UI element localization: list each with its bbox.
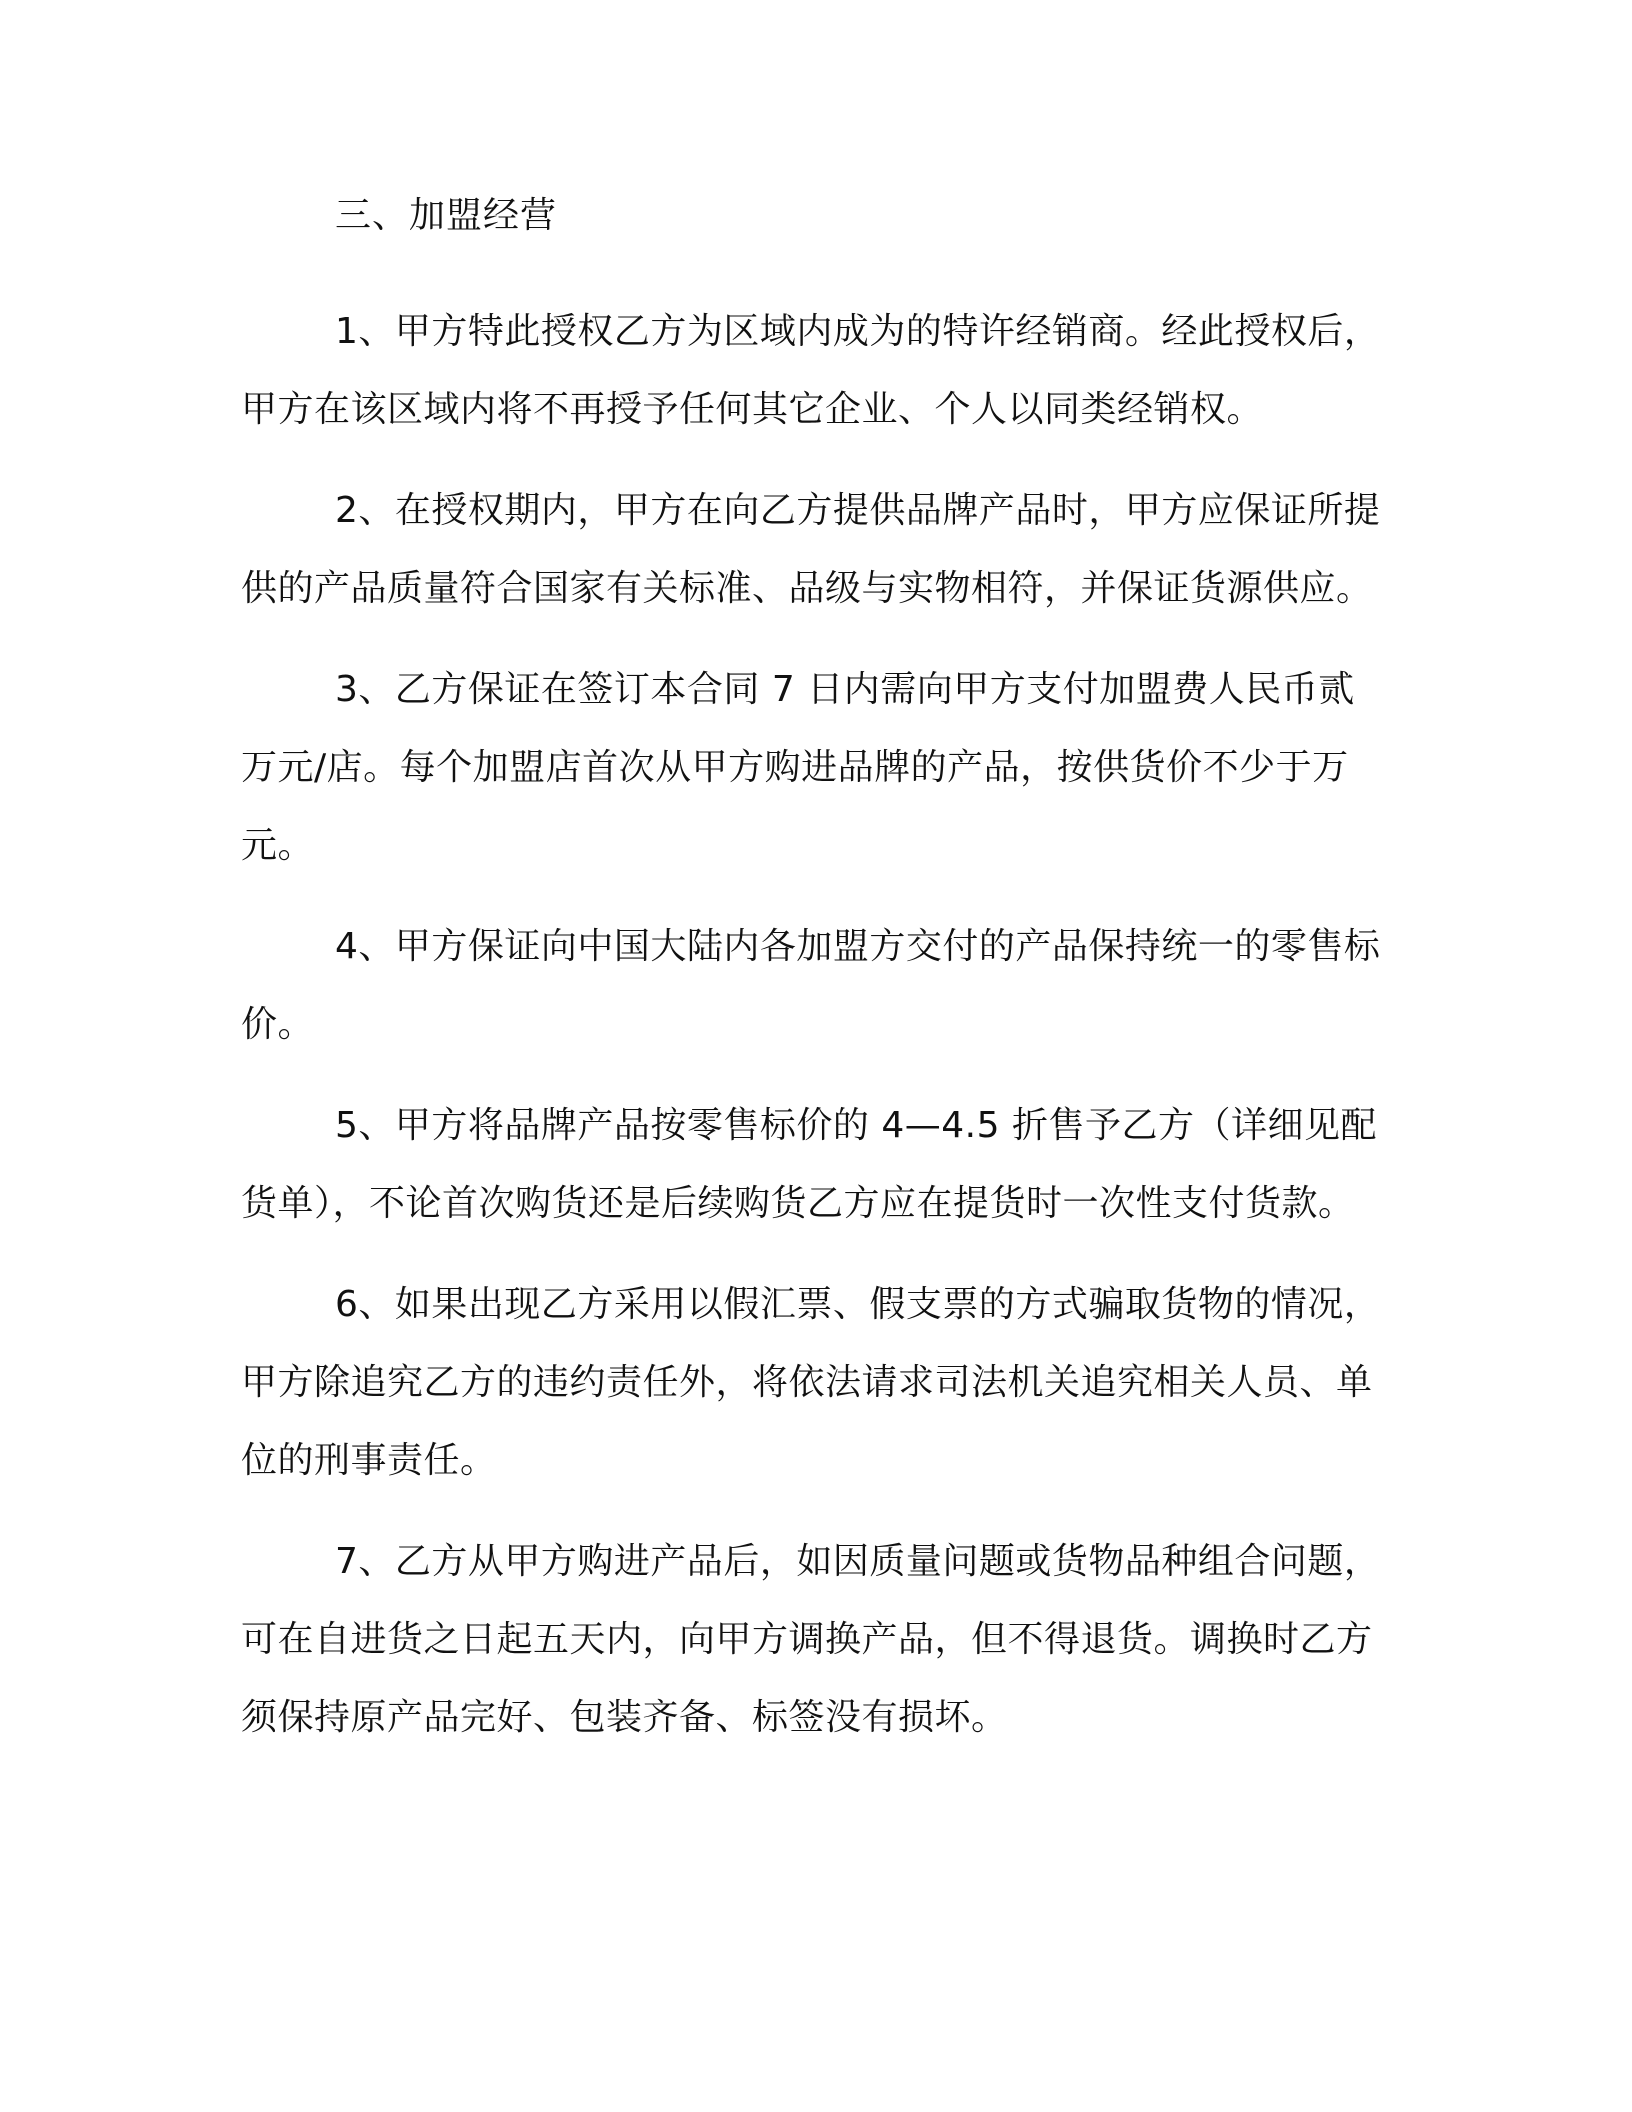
clause-2: 2、在授权期内，甲方在向乙方提供品牌产品时，甲方应保证所提供的产品质量符合国家有关标准、品级与实物相符，并保证货源供应。	[241, 490, 1381, 609]
clause-1: 1、甲方特此授权乙方为区域内成为的特许经销商。经此授权后，甲方在该区域内将不再授予任何其它企业、个人以同类经销权。	[241, 311, 1381, 430]
clause-3: 3、乙方保证在签订本合同 7 日内需向甲方支付加盟费人民币贰万元/店。每个加盟店首次从甲方购进品牌的产品，按供货价不少于万元。	[241, 669, 1355, 866]
clause-5: 5、甲方将品牌产品按零售标价的 4—4.5 折售予乙方（详细见配货单），不论首次购货还是后续购货乙方应在提货时一次性支付货款。	[241, 1105, 1377, 1224]
document-body	[241, 190, 1381, 1757]
section-heading: 三、加盟经营	[335, 195, 558, 236]
clause-4: 4、甲方保证向中国大陆内各加盟方交付的产品保持统一的零售标价。	[241, 926, 1381, 1045]
clause-6: 6、如果出现乙方采用以假汇票、假支票的方式骗取货物的情况，甲方除追究乙方的违约责任外，将依法请求司法机关追究相关人员、单位的刑事责任。	[241, 1284, 1381, 1481]
clause-7: 7、乙方从甲方购进产品后，如因质量问题或货物品种组合问题，可在自进货之日起五天内，向甲方调换产品，但不得退货。调换时乙方须保持原产品完好、包装齐备、标签没有损坏。	[241, 1541, 1381, 1738]
